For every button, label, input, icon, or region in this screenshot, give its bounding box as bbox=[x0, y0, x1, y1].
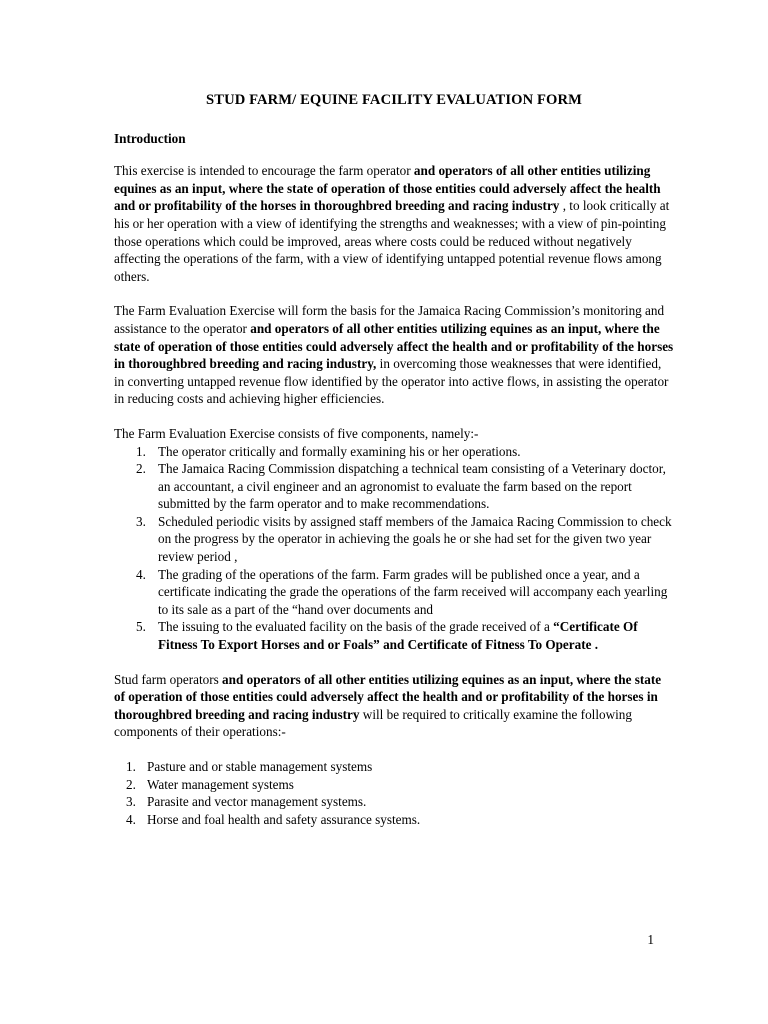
paragraph-text: in overcoming those weaknesses that were identified, in converting untapped revenue flow identified by the operator into active flows, in assisting the operator in reducing costs and achieving higher efficiencies. bbox=[114, 356, 669, 407]
paragraph-text: Stud farm operators bbox=[114, 671, 223, 687]
list-item-text: The issuing to the evaluated facility on the basis of the grade received of a bbox=[158, 619, 554, 635]
list-item bbox=[114, 758, 674, 776]
paragraph-text: The Farm Evaluation Exercise will form the basis for the Jamaica Racing Commission’s monitoring and assistance to the operator bbox=[114, 303, 665, 336]
list-item bbox=[114, 811, 674, 829]
paragraph-text: will be required to critically examine the following components of their operations:- bbox=[114, 706, 632, 740]
paragraph-text: This exercise is intended to encourage the farm operator bbox=[114, 163, 414, 179]
list-item bbox=[114, 618, 674, 653]
list-item bbox=[114, 776, 674, 794]
document-page bbox=[114, 92, 674, 828]
list-item bbox=[114, 460, 674, 513]
list-number: 2. bbox=[126, 776, 136, 792]
document-title: STUD FARM/ EQUINE FACILITY EVALUATION FORM bbox=[206, 92, 582, 108]
operations-components-list bbox=[114, 758, 674, 828]
list-item-text: Pasture and or stable management systems bbox=[147, 759, 373, 774]
paragraph-text: , to look critically at his or her operation with a view of identifying the strengths and weaknesses; with a view of pin-pointing those operations which could be improved, areas where costs could be reduced without negatively affecting the operations of the farm, with a view of identifying untapped potential revenue flows among others. bbox=[114, 198, 670, 284]
list-number: 1. bbox=[136, 443, 146, 459]
list-number: 3. bbox=[126, 794, 136, 810]
operations-paragraph bbox=[114, 671, 674, 741]
paragraph-bold-text: and operators of all other entities utilizing equines as an input, where the state of operation of those entities could adversely affect the health and or profitability of the horses in thoroughbred breeding and racing industry bbox=[114, 671, 662, 722]
list-number: 1. bbox=[126, 759, 136, 774]
list-number: 5. bbox=[136, 619, 146, 635]
list-item-text: Water management systems bbox=[147, 776, 294, 792]
intro-paragraph-2 bbox=[114, 302, 674, 408]
components-lead: The Farm Evaluation Exercise consists of five components, namely:- bbox=[114, 425, 479, 441]
certificate-bold-text: “Certificate Of Fitness To Export Horses and or Foals” and Certificate of Fitness To Operate . bbox=[158, 619, 638, 653]
paragraph-bold-text: and operators of all other entities utilizing equines as an input, where the state of operation of those entities could adversely affect the health and or profitability of the horses in thoroughbred breeding and racing industry, bbox=[114, 320, 674, 372]
list-number: 4. bbox=[136, 566, 146, 582]
list-item-text: Parasite and vector management systems. bbox=[147, 794, 367, 810]
paragraph-bold-text: and operators of all other entities utilizing equines as an input, where the state of operation of those entities could adversely affect the health and or profitability of the horses in thoroughbred breeding and racing industry bbox=[114, 163, 661, 214]
list-item-text: The Jamaica Racing Commission dispatching a technical team consisting of a Veterinary doctor, an accountant, a civil engineer and an agronomist to evaluate the farm based on the report submitted by the farm operator and to make recommendations. bbox=[158, 461, 666, 512]
list-number: 4. bbox=[126, 811, 136, 827]
list-item bbox=[114, 566, 674, 619]
list-item-text: The grading of the operations of the farm. Farm grades will be published once a year, and a certificate indicating the grade the operations of the farm received will accompany each yearling to its sale as a part of the “hand over documents and bbox=[158, 566, 668, 617]
list-item bbox=[114, 793, 674, 811]
list-item-text: The operator critically and formally examining his or her operations. bbox=[158, 443, 521, 459]
five-components-list bbox=[114, 443, 674, 654]
list-item-text: Scheduled periodic visits by assigned staff members of the Jamaica Racing Commission to check on the progress by the operator in achieving the goals he or she had set for the given two year review period , bbox=[158, 513, 672, 565]
list-number: 2. bbox=[136, 461, 146, 477]
list-item bbox=[114, 513, 674, 566]
list-item bbox=[114, 443, 674, 461]
intro-paragraph-1 bbox=[114, 162, 674, 285]
list-number: 3. bbox=[136, 513, 146, 529]
page-number: 1 bbox=[647, 932, 654, 947]
section-heading-introduction: Introduction bbox=[114, 130, 186, 146]
list-item-text: Horse and foal health and safety assurance systems. bbox=[147, 811, 421, 827]
